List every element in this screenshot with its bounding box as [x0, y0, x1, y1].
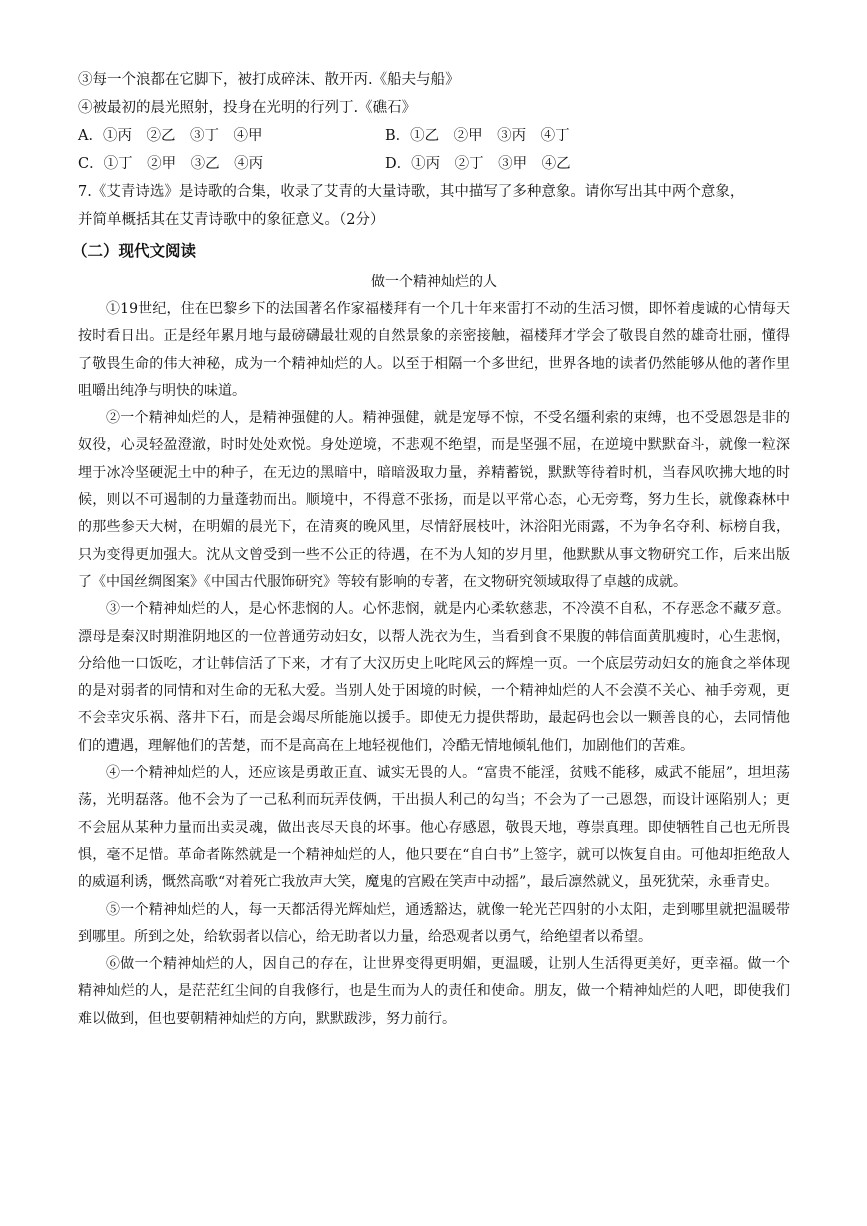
option-d: D．①丙 ②丁 ③甲 ④乙: [385, 156, 571, 172]
section-title: （二）现代文阅读: [72, 242, 197, 260]
options-row-2: [78, 150, 790, 178]
question-7-line-2: 并简单概括其在艾青诗歌中的象征意义。（2分）: [78, 212, 385, 228]
question-item-4: ④被最初的晨光照射，投身在光明的行列丁.《礁石》: [78, 100, 417, 116]
essay-paragraph-1: ①19世纪，住在巴黎乡下的法国著名作家福楼拜有一个几十年来雷打不动的生活习惯，即怀着虔诚的心情每天按时看日出。正是经年累月地与最磅礴最壮观的自然景象的亲密接触，福楼拜才学会了敬畏自然的雄奇壮丽，懂得了敬畏生命的伟大神秘，成为一个精神灿烂的人。以至于相隔一个多世纪，世界各地的读者仍然能够从他的著作里咀嚼出纯净与明快的味道。: [78, 301, 790, 399]
option-b: B．①乙 ②甲 ③丙 ④丁: [385, 128, 570, 144]
option-c: C．①丁 ②甲 ③乙 ④丙: [78, 156, 264, 172]
options-row-1: [78, 122, 790, 150]
essay-paragraph-2: ②一个精神灿烂的人，是精神强健的人。精神强健，就是宠辱不惊，不受名缰利索的束缚，也不受恩怨是非的奴役，心灵轻盈澄澈，时时处处欢悦。身处逆境，不悲观不绝望，而是坚强不屈，在逆境中默默奋斗，就像一粒深埋于冰冷坚硬泥土中的种子，在无边的黑暗中，暗暗汲取力量，养精蓄锐，默默等待着时机，当春风吹拂大地的时候，则以不可遏制的力量蓬勃而出。顺境中，不得意不张扬，而是以平常心态，心无旁骛，努力生长，就像森林中的那些参天大树，在明媚的晨光下，在清爽的晚风里，尽情舒展枝叶，沐浴阳光雨露，不为争名夺利、标榜自我，只为变得更加强大。沈从文曾受到一些不公正的待遇，在不为人知的岁月里，他默默从事文物研究工作，后来出版了《中国丝绸图案》《中国古代服饰研究》等较有影响的专著，在文物研究领域取得了卓越的成就。: [78, 410, 790, 590]
essay-paragraph-5: ⑤一个精神灿烂的人，每一天都活得光辉灿烂，通透豁达，就像一轮光芒四射的小太阳，走到哪里就把温暖带到哪里。所到之处，给软弱者以信心，给无助者以力量，给恐观者以勇气，给绝望者以希望。: [78, 901, 790, 945]
question-7-line-1: 7.《艾青诗选》是诗歌的合集，收录了艾青的大量诗歌，其中描写了多种意象。请你写出其中两个意象，: [78, 184, 745, 200]
essay-body: [78, 296, 790, 1033]
essay-paragraph-6: ⑥做一个精神灿烂的人，因自己的存在，让世界变得更明媚，更温暖，让别人生活得更美好，更幸福。做一个精神灿烂的人，是茫茫红尘间的自我修行，也是生而为人的责任和使命。朋友，做一个精神灿烂的人吧，即使我们难以做到，但也要朝精神灿烂的方向，默默跋涉，努力前行。: [78, 956, 790, 1027]
essay-paragraph-3: ③一个精神灿烂的人，是心怀悲悯的人。心怀悲悯，就是内心柔软慈悲，不冷漠不自私，不存恶念不藏歹意。漂母是秦汉时期淮阴地区的一位普通劳动妇女，以帮人洗衣为生，当看到食不果腹的韩信面黄肌瘦时，心生悲悯，分给他一口饭吃，才让韩信活了下来，才有了大汉历史上叱咤风云的辉煌一页。一个底层劳动妇女的施食之举体现的是对弱者的同情和对生命的无私大爱。当别人处于困境的时候，一个精神灿烂的人不会漠不关心、袖手旁观，更不会幸灾乐祸、落井下石，而是会竭尽所能施以援手。即使无力提供帮助，最起码也会以一颗善良的心，去同情他们的遭遇，理解他们的苦楚，而不是高高在上地轻视他们，冷酷无情地倾轧他们，加剧他们的苦难。: [78, 601, 790, 754]
essay-paragraph-4: ④一个精神灿烂的人，还应该是勇敢正直、诚实无畏的人。“富贵不能淫，贫贱不能移，威武不能屈”，坦坦荡荡，光明磊落。他不会为了一己私利而玩弄伎俩，干出损人利己的勾当；不会为了一己恩怨，而设计诬陷别人；更不会屈从某种力量而出卖灵魂，做出丧尽天良的坏事。他心存感恩，敬畏天地，尊崇真理。即使牺牲自己也无所畏惧，毫不足惜。革命者陈然就是一个精神灿烂的人，他只要在“自白书”上签字，就可以恢复自由。可他却拒绝敌人的威逼利诱，慨然高歌“对着死亡我放声大笑，魔鬼的宫殿在笑声中动摇”，最后凛然就义，虽死犹荣，永垂青史。: [78, 765, 790, 891]
option-a: A．①丙 ②乙 ③丁 ④甲: [78, 128, 263, 144]
essay-title: 做一个精神灿烂的人: [371, 274, 497, 290]
exam-page: [72, 66, 790, 1033]
question-item-3: ③每一个浪都在它脚下，被打成碎沫、散开丙.《船夫与船》: [78, 72, 460, 88]
